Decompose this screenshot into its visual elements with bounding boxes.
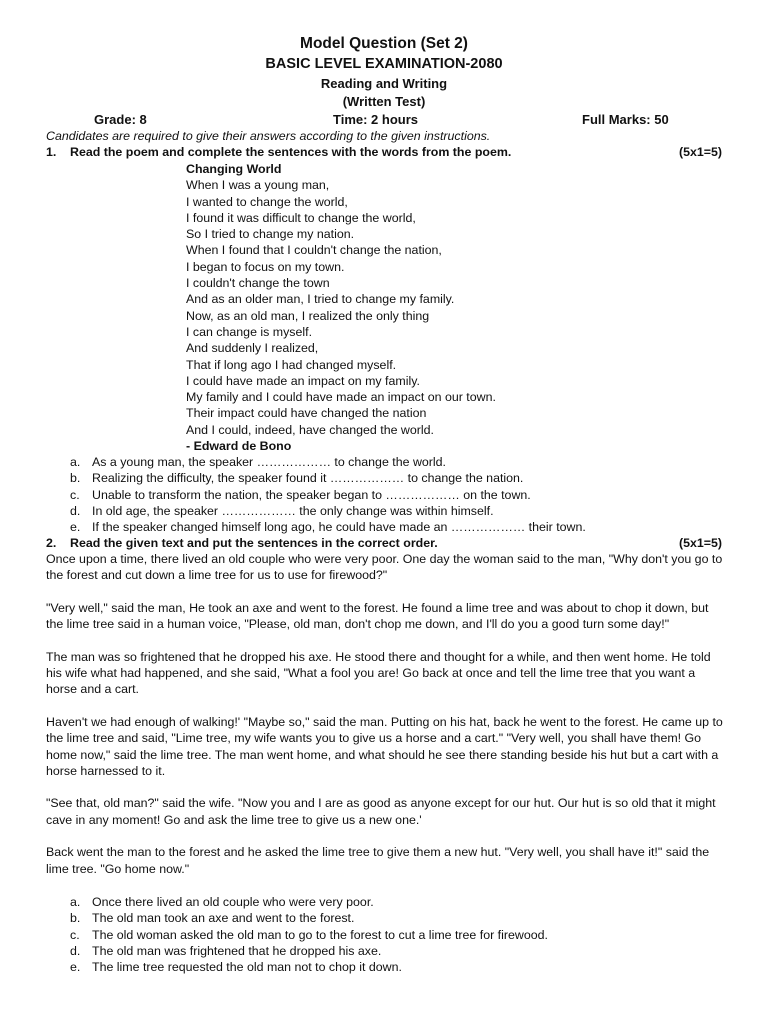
item-text: Realizing the difficulty, the speaker found it ……………… to change the nation. (92, 471, 524, 486)
item-label: e. (70, 520, 81, 535)
item-text: As a young man, the speaker ……………… to change the world. (92, 455, 446, 469)
instructions: Candidates are required to give their answers according to the given instructions. (46, 129, 491, 143)
full-marks-label: Full Marks: 50 (582, 112, 669, 127)
item-text: The old man took an axe and went to the forest. (92, 911, 355, 926)
item-text: Once there lived an old couple who were very poor. (92, 895, 374, 909)
poem-line: When I found that I couldn't change the nation, (186, 243, 442, 258)
grade-label: Grade: 8 (94, 112, 147, 127)
item-text: The lime tree requested the old man not to chop it down. (92, 960, 402, 975)
item-text: Unable to transform the nation, the speaker began to ……………… on the town. (92, 487, 531, 502)
poem-line: I found it was difficult to change the world, (186, 210, 416, 225)
story-paragraph: "See that, old man?" said the wife. "Now you and I are as good as anyone except for our hut. Our hut is so old that it might cave in any moment! Go and ask the lime tree to give us a new one.' (46, 796, 716, 827)
question-prompt: Read the given text and put the sentences in the correct order. (70, 536, 438, 550)
list-item (70, 519, 586, 535)
poem-author: - Edward de Bono (186, 439, 292, 454)
poem-title: Changing World (186, 162, 282, 176)
question-2-items (70, 894, 548, 975)
poem-line: And suddenly I realized, (186, 341, 319, 356)
item-text: If the speaker changed himself long ago, he could have made an ……………… their town. (92, 520, 586, 535)
list-item (70, 503, 586, 519)
poem (186, 161, 496, 454)
exam-title: BASIC LEVEL EXAMINATION-2080 (265, 56, 503, 72)
item-label: a. (70, 895, 81, 909)
list-item (70, 910, 548, 926)
poem-line: I couldn't change the town (186, 276, 330, 291)
item-label: e. (70, 960, 81, 975)
item-text: In old age, the speaker ……………… the only change was within himself. (92, 503, 494, 518)
poem-line: My family and I could have made an impact on our town. (186, 390, 496, 405)
question-prompt: Read the poem and complete the sentences with the words from the poem. (70, 145, 512, 159)
story-paragraph: "Very well," said the man, He took an axe and went to the forest. He found a lime tree and was about to chop it down, but the lime tree said in a human voice, "Please, old man, don't chop me down, and I'll do you a good turn some day!" (46, 600, 709, 632)
item-label: b. (70, 471, 81, 486)
poem-line: That if long ago I had changed myself. (186, 357, 397, 372)
item-label: d. (70, 943, 81, 958)
poem-line: I could have made an impact on my family. (186, 373, 420, 388)
item-label: d. (70, 503, 81, 518)
list-item (70, 454, 586, 470)
test-type: (Written Test) (342, 94, 426, 109)
item-label: c. (70, 927, 80, 942)
poem-line: Their impact could have changed the nation (186, 406, 427, 421)
story-paragraph: Haven't we had enough of walking!' "Maybe so," said the man. Putting on his hat, back he went to the forest. He came up to the lime tree and said, "Lime tree, my wife wants you to give us a horse and a cart." "Very well, you shall have them! Go home now," said the lime tree. The man went home, and what should he see there standing beside his hut but a cart with a horse harnessed to it. (46, 714, 723, 778)
item-text: The old woman asked the old man to go to the forest to cut a lime tree for firewood. (92, 927, 548, 942)
item-label: c. (70, 487, 80, 502)
story-text (46, 551, 726, 877)
list-item (70, 943, 548, 959)
list-item (70, 470, 586, 486)
time-label: Time: 2 hours (333, 112, 419, 127)
question-1-heading (46, 144, 722, 160)
item-label: a. (70, 455, 81, 469)
list-item (70, 927, 548, 943)
poem-line: And I could, indeed, have changed the world. (186, 422, 434, 437)
list-item (70, 894, 548, 910)
question-marks: (5x1=5) (678, 145, 722, 159)
story-paragraph: Once upon a time, there lived an old couple who were very poor. One day the woman said to the man, "Why don't you go to the forest and cut down a lime tree for us to use for firewood?" (46, 552, 723, 583)
poem-line: When I was a young man, (186, 178, 330, 193)
story-paragraph: Back went the man to the forest and he asked the lime tree to give them a new hut. "Very well, you shall have it!" said the lime tree. "Go home now." (46, 845, 710, 876)
poem-line: I began to focus on my town. (186, 259, 345, 274)
subject-title: Reading and Writing (320, 76, 448, 91)
list-item (70, 487, 586, 503)
item-text: The old man was frightened that he dropped his axe. (92, 943, 382, 958)
poem-line: I wanted to change the world, (186, 194, 348, 209)
document-title: Model Question (Set 2) (300, 35, 468, 52)
poem-line: I can change is myself. (186, 324, 313, 339)
poem-line: Now, as an old man, I realized the only thing (186, 308, 430, 323)
question-number: 2. (46, 536, 57, 550)
item-label: b. (70, 911, 81, 926)
question-2-heading (46, 535, 722, 551)
question-number: 1. (46, 145, 57, 159)
question-1-items (70, 454, 586, 535)
poem-line: So I tried to change my nation. (186, 227, 355, 242)
list-item (70, 959, 548, 975)
question-marks: (5x1=5) (678, 536, 722, 550)
poem-line: And as an older man, I tried to change my family. (186, 292, 455, 307)
story-paragraph: The man was so frightened that he dropped his axe. He stood there and thought for a while, and then went home. He told his wife what had happened, and she said, "What a fool you are! Go back at once and tell the lime tree that you want a horse and a cart. (46, 649, 711, 697)
